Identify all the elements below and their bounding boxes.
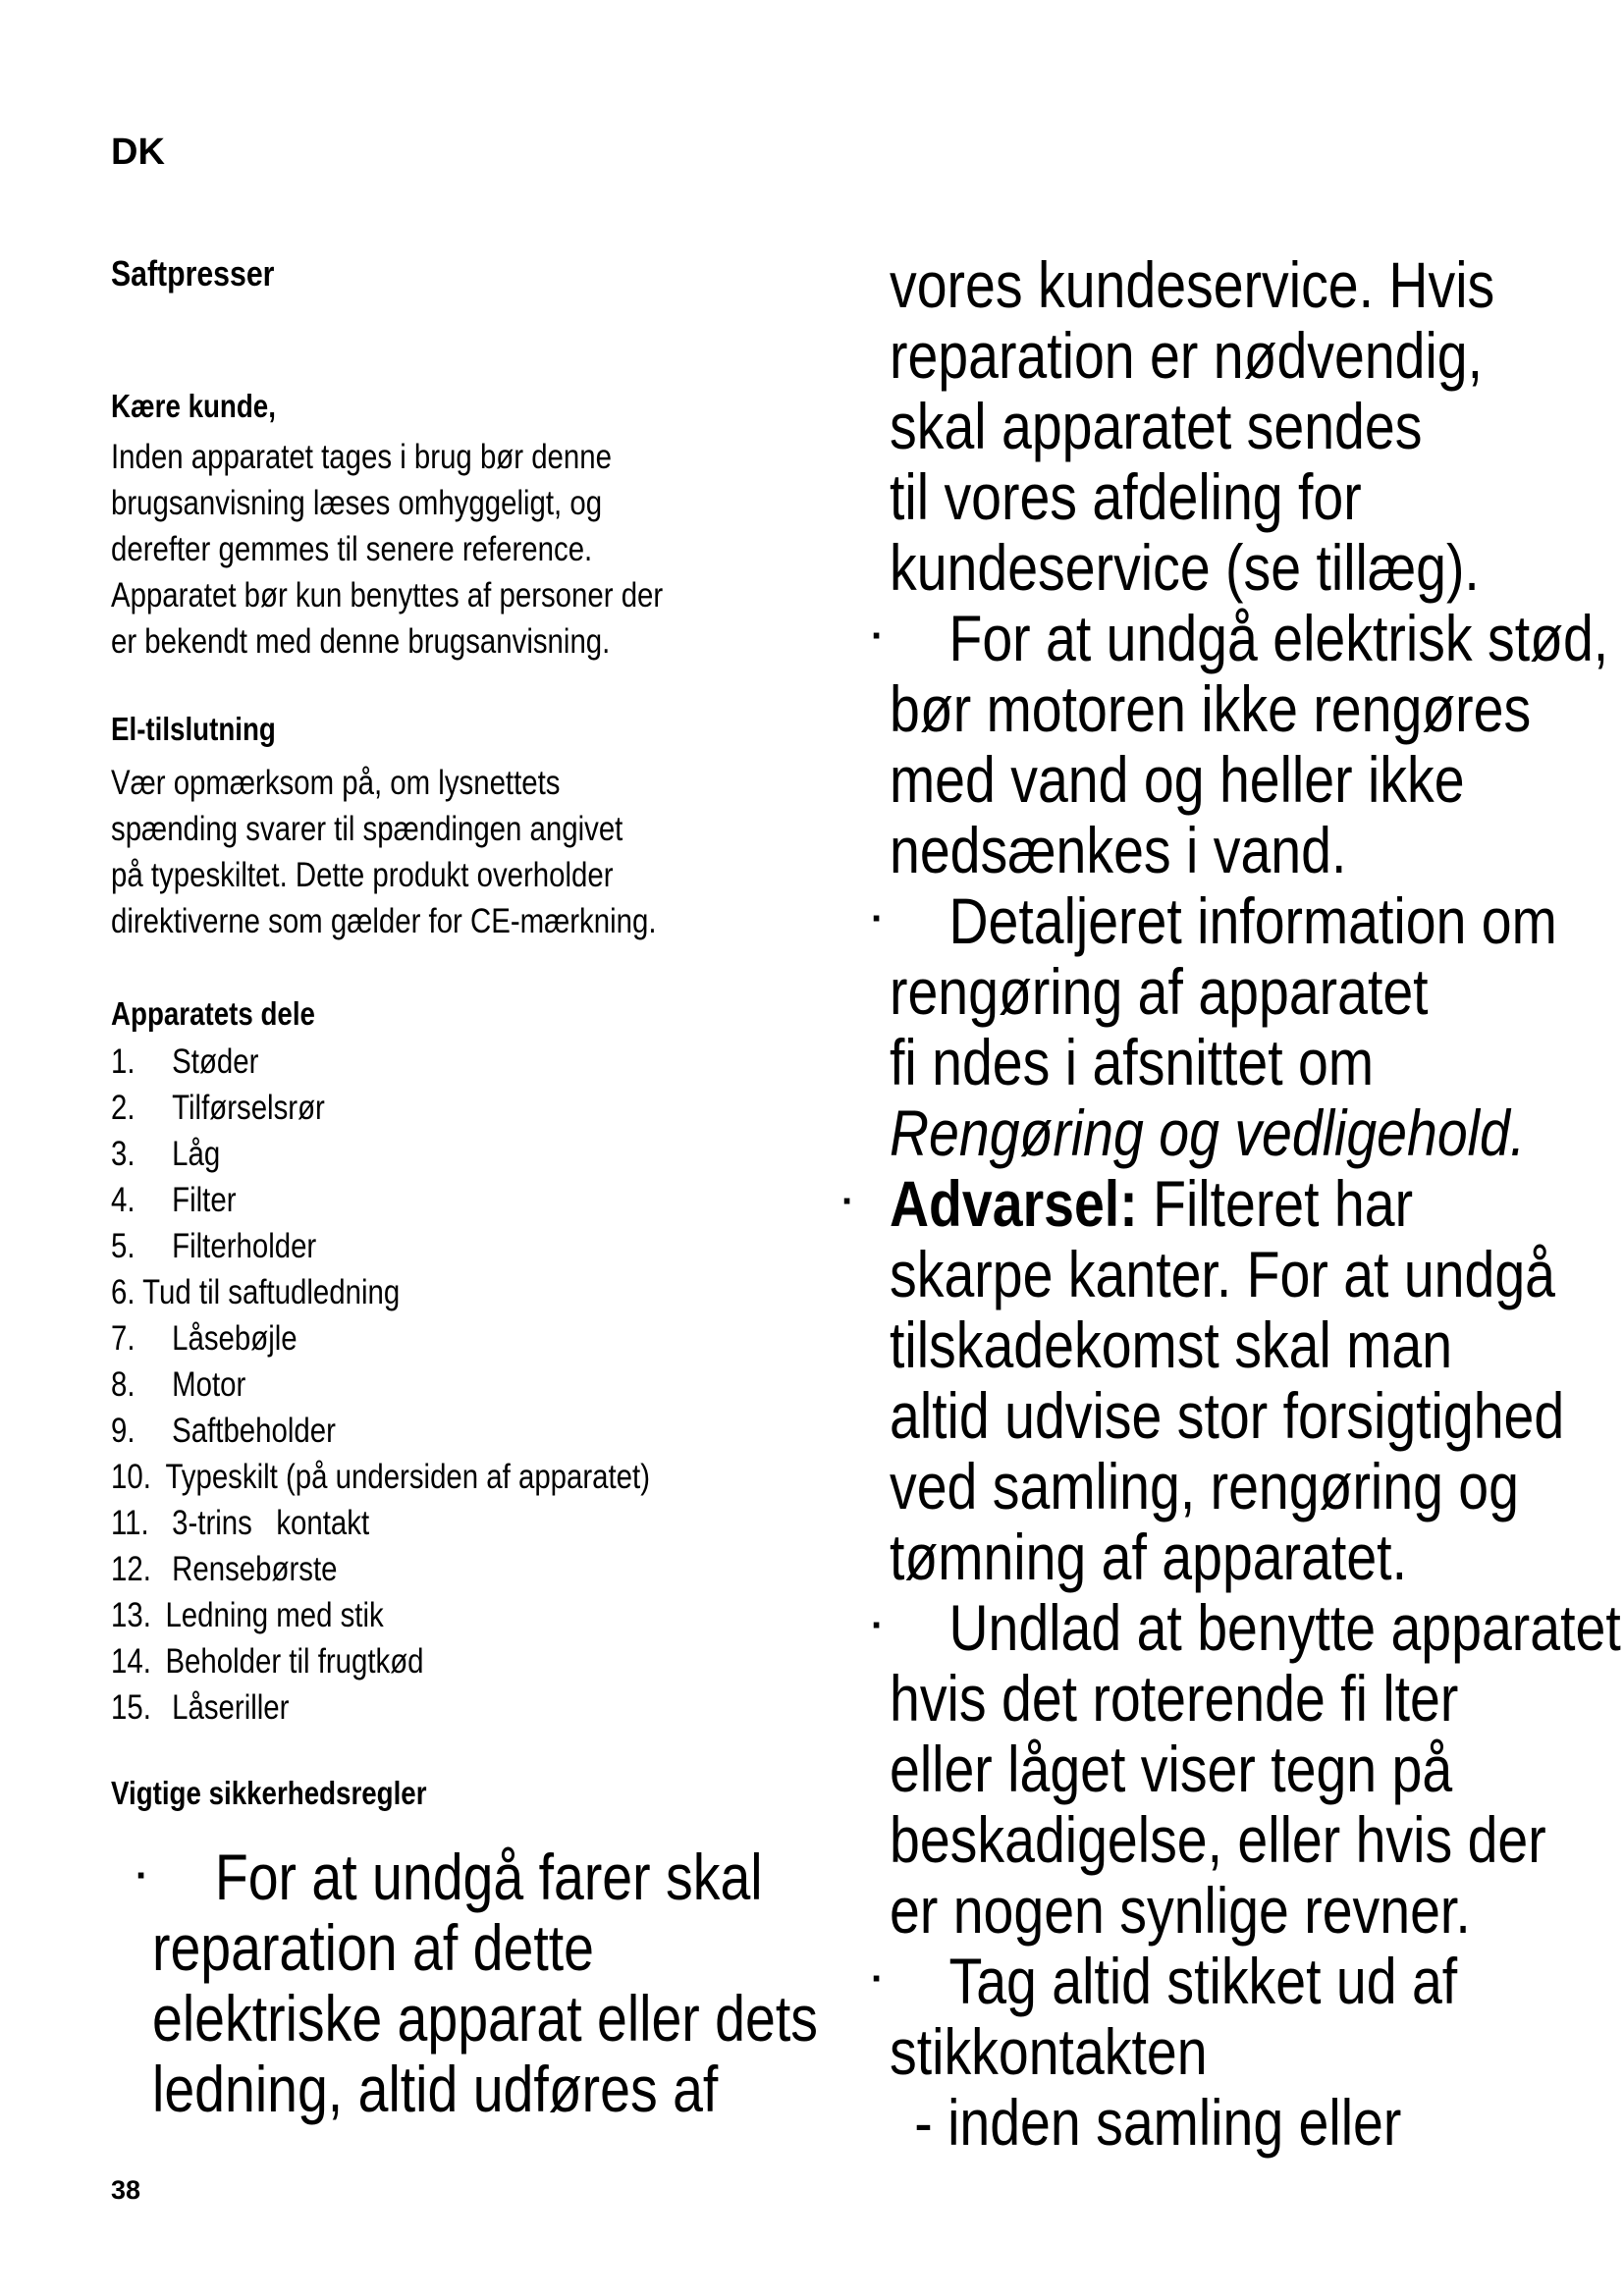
item-number: 15. — [111, 1688, 151, 1727]
list-item — [111, 1638, 650, 1684]
item-number: 13. — [111, 1596, 151, 1634]
item-label: Tud til saftudledning — [142, 1273, 401, 1311]
text-line: elektriske apparat eller dets — [152, 1982, 818, 2055]
item-label: Saftbeholder — [172, 1412, 336, 1450]
list-item — [111, 1684, 650, 1731]
text-line: til vores afdeling for — [890, 460, 1362, 533]
text-line: Tag altid stikket ud af — [948, 1945, 1458, 2017]
item-label: Støder — [172, 1042, 259, 1081]
list-item — [111, 1177, 650, 1223]
electrical-heading: El-tilslutning — [111, 711, 276, 747]
bullet-icon: · — [841, 1180, 855, 1223]
item-number: 8. — [111, 1365, 135, 1404]
item-number: 14. — [111, 1642, 151, 1681]
text-line — [890, 1168, 1621, 1239]
text-line: beskadigelse, eller hvis der — [890, 1803, 1546, 1876]
list-item — [111, 1269, 650, 1315]
list-item — [111, 1592, 650, 1638]
text-line: rengøring af apparatet — [890, 955, 1429, 1028]
parts-heading: Apparatets dele — [111, 995, 315, 1032]
text-line: For at undgå farer skal — [214, 1841, 763, 1913]
text-line: ved samling, rengøring og — [890, 1450, 1519, 1522]
item-label: Filterholder — [172, 1227, 317, 1265]
intro-heading: Kære kunde, — [111, 388, 276, 424]
text-line: Rengøring og vedligehold. — [890, 1096, 1526, 1169]
item-label: Låsebøjle — [172, 1319, 298, 1358]
intro-text — [111, 434, 663, 665]
text-line: tilskadekomst skal man — [890, 1308, 1453, 1381]
electrical-text — [111, 760, 657, 944]
text-line: skarpe kanter. For at undgå — [890, 1238, 1556, 1310]
list-item — [111, 1546, 650, 1592]
item-label: Låg — [172, 1135, 221, 1173]
bullet-icon: · — [871, 1957, 885, 2001]
item-number: 10. — [111, 1458, 151, 1496]
list-item — [111, 1454, 650, 1500]
list-item — [111, 1408, 650, 1454]
item-number: 5. — [111, 1227, 135, 1265]
item-label: Rensebørste — [172, 1550, 338, 1588]
list-item — [111, 1085, 650, 1131]
text-line: spænding svarer til spændingen angivet — [111, 810, 623, 848]
item-number: 1. — [111, 1042, 135, 1081]
text-line: med vand og heller ikke — [890, 743, 1465, 816]
page-title: Saftpresser — [111, 253, 275, 294]
text-line: ledning, altid udføres af — [152, 2053, 719, 2125]
list-item — [111, 1131, 650, 1177]
list-item — [111, 1039, 650, 1085]
text-line: Detaljeret information om — [948, 884, 1557, 957]
text-line: kundeservice (se tillæg). — [890, 531, 1480, 604]
warning-label: Advarsel: — [890, 1167, 1138, 1240]
item-label: 3-trins kontakt — [172, 1504, 370, 1542]
text-line: vores kundeservice. Hvis — [890, 248, 1495, 321]
bullet-icon: · — [871, 897, 885, 940]
item-label: Motor — [172, 1365, 246, 1404]
item-number: 3. — [111, 1135, 135, 1173]
item-label: Ledning med stik — [165, 1596, 384, 1634]
list-item — [111, 1362, 650, 1408]
language-code: DK — [111, 132, 165, 173]
text-line: - inden samling eller — [914, 2086, 1402, 2159]
text-line: For at undgå elektrisk stød, — [948, 602, 1609, 674]
bullet-icon: · — [135, 1854, 149, 1897]
text-line: er bekendt med denne brugsanvisning. — [111, 622, 611, 661]
safety-text-right — [890, 249, 1621, 2158]
text-line: direktiverne som gælder for CE-mærkning. — [111, 902, 657, 940]
text-line: på typeskiltet. Dette produkt overholder — [111, 856, 614, 894]
text-line: er nogen synlige revner. — [890, 1874, 1471, 1947]
bullet-icon: · — [871, 1604, 885, 1647]
text-line: Inden apparatet tages i brug bør denne — [111, 438, 612, 476]
item-number: 7. — [111, 1319, 135, 1358]
item-number: 11. — [111, 1504, 149, 1542]
safety-text-left — [152, 1842, 818, 2124]
text-line: brugsanvisning læses omhyggeligt, og — [111, 484, 603, 522]
parts-list — [111, 1039, 650, 1731]
item-label: Låseriller — [172, 1688, 290, 1727]
text-line: fi ndes i afsnittet om — [890, 1026, 1375, 1098]
text-line: derefter gemmes til senere reference. — [111, 530, 593, 568]
item-number: 2. — [111, 1089, 135, 1127]
bullet-icon: · — [871, 614, 885, 658]
list-item — [111, 1315, 650, 1362]
text-line: hvis det roterende fi lter — [890, 1662, 1459, 1735]
warning-text: Filteret har — [1137, 1167, 1414, 1240]
text-line: Undlad at benytte apparatet — [948, 1591, 1621, 1664]
text-line: reparation af dette — [152, 1911, 594, 1984]
text-line: Vær opmærksom på, om lysnettets — [111, 764, 561, 802]
text-line: reparation er nødvendig, — [890, 319, 1484, 392]
item-label: Filter — [172, 1181, 237, 1219]
list-item — [111, 1500, 650, 1546]
text-line: tømning af apparatet. — [890, 1521, 1407, 1593]
safety-heading: Vigtige sikkerhedsregler — [111, 1775, 427, 1811]
text-line: eller låget viser tegn på — [890, 1733, 1453, 1805]
item-label: Beholder til frugtkød — [165, 1642, 424, 1681]
page-number: 38 — [111, 2175, 141, 2205]
item-label: Typeskilt (på undersiden af apparatet) — [165, 1458, 651, 1496]
text-line: stikkontakten — [890, 2015, 1208, 2088]
text-line: Apparatet bør kun benyttes af personer der — [111, 576, 664, 614]
item-number: 6. — [111, 1273, 135, 1311]
text-line: bør motoren ikke rengøres — [890, 672, 1532, 745]
text-line: nedsænkes i vand. — [890, 814, 1347, 886]
text-line: skal apparatet sendes — [890, 390, 1423, 462]
text-line: altid udvise stor forsigtighed — [890, 1379, 1565, 1452]
item-number: 9. — [111, 1412, 135, 1450]
item-number: 4. — [111, 1181, 135, 1219]
list-item — [111, 1223, 650, 1269]
item-label: Tilførselsrør — [172, 1089, 325, 1127]
item-number: 12. — [111, 1550, 151, 1588]
